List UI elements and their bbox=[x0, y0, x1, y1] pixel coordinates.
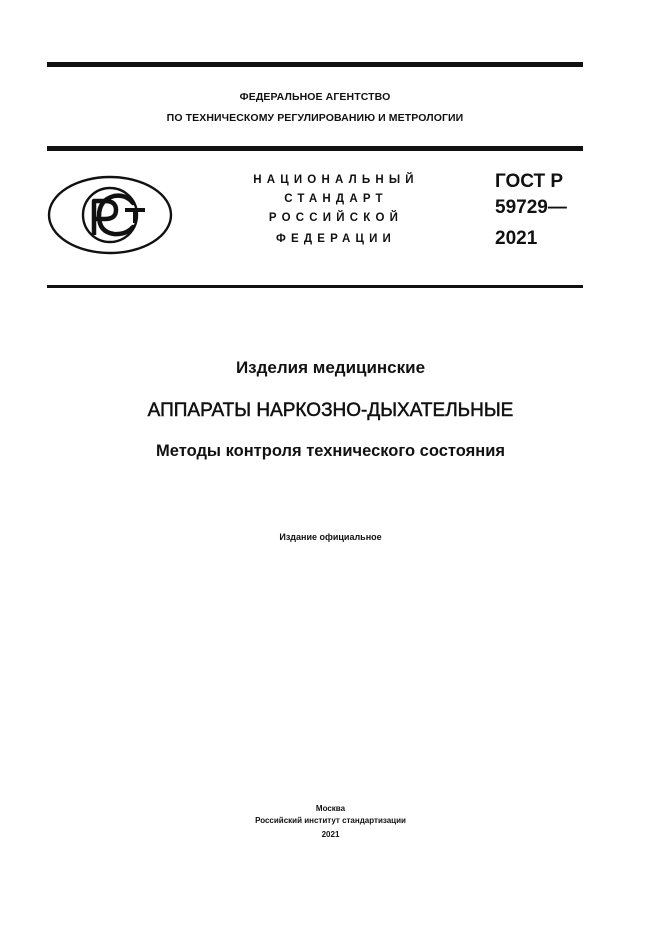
imprint-city: Москва bbox=[315, 804, 346, 813]
bottom-rule bbox=[47, 285, 583, 288]
edition-label: Издание официальное bbox=[279, 532, 382, 542]
agency-name-line-1: ФЕДЕРАЛЬНОЕ АГЕНТСТВО bbox=[239, 91, 391, 103]
title-main: АППАРАТЫ НАРКОЗНО-ДЫХАТЕЛЬНЫЕ bbox=[147, 400, 514, 421]
imprint-year: 2021 bbox=[321, 830, 340, 839]
designation-line-2: 59729— bbox=[495, 197, 567, 218]
designation-line-1: ГОСТ Р bbox=[495, 171, 564, 192]
standard-type-line-4: ФЕДЕРАЦИИ bbox=[275, 233, 397, 245]
standard-type-line-2: СТАНДАРТ bbox=[284, 193, 388, 205]
designation-line-3: 2021 bbox=[495, 228, 538, 249]
gost-r-certification-mark-icon bbox=[47, 175, 173, 255]
middle-rule bbox=[47, 146, 583, 151]
agency-name-line-2: ПО ТЕХНИЧЕСКОМУ РЕГУЛИРОВАНИЮ И МЕТРОЛОГИИ bbox=[166, 112, 464, 124]
standard-type-line-3: РОССИЙСКОЙ bbox=[268, 212, 404, 224]
imprint-publisher: Российский институт стандартизации bbox=[255, 816, 406, 825]
top-rule bbox=[47, 62, 583, 67]
title-subtitle: Методы контроля технического состояния bbox=[156, 442, 505, 460]
title-group: Изделия медицинские bbox=[235, 358, 426, 377]
standard-type-line-1: НАЦИОНАЛЬНЫЙ bbox=[253, 174, 419, 186]
